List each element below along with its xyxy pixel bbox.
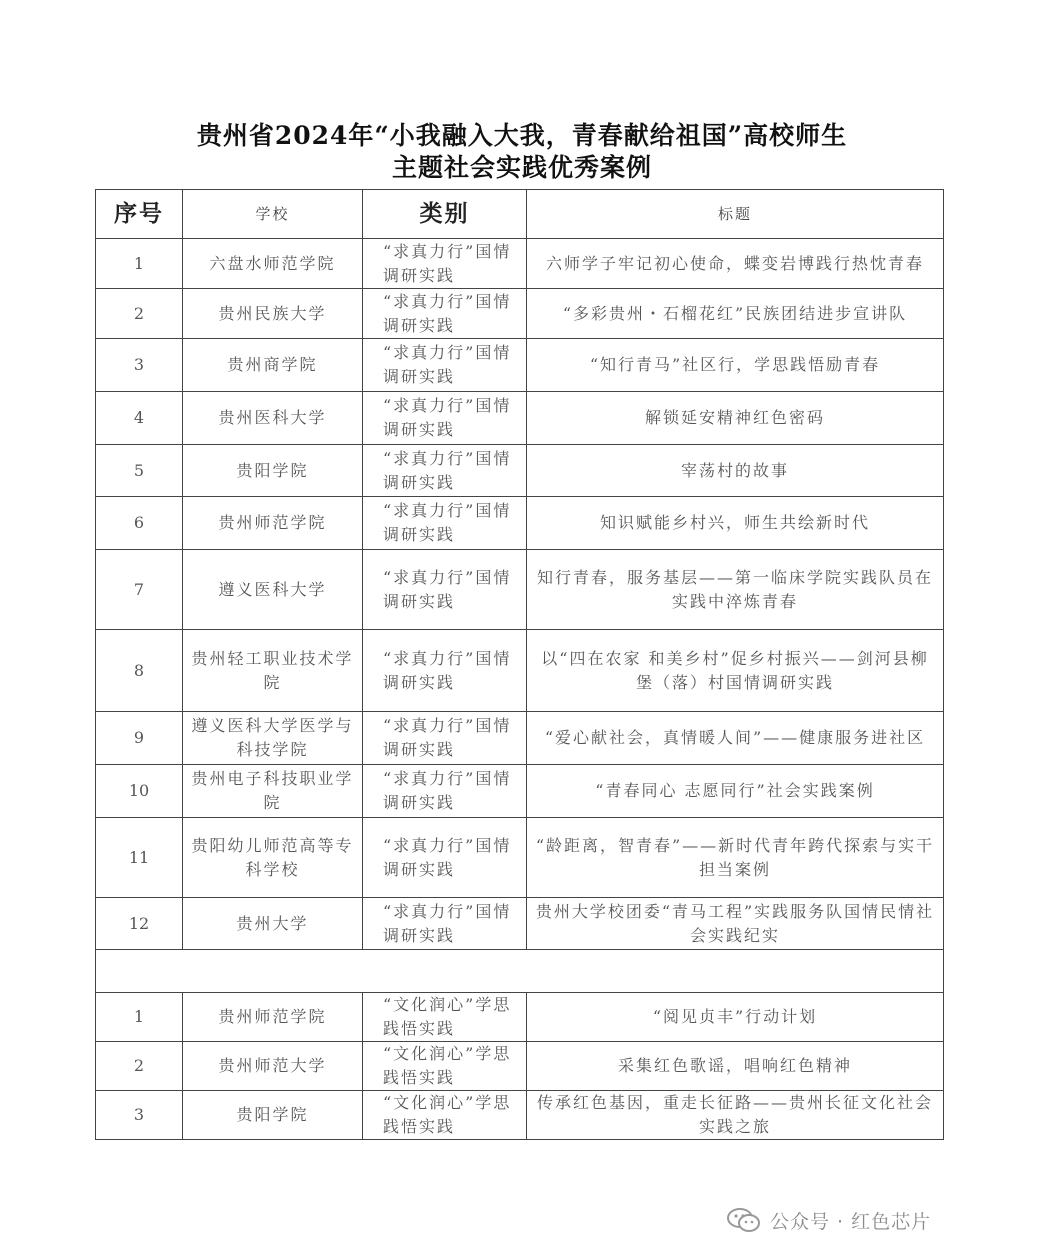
table-row: [96, 550, 944, 630]
document-title-line2: 主题社会实践优秀案例: [391, 153, 652, 182]
cell-category: “求真力行”国情调研实践: [363, 497, 527, 550]
cell-title: “多彩贵州・石榴花红”民族团结进步宣讲队: [527, 289, 944, 339]
cell-index: 7: [96, 550, 183, 630]
cell-index: 3: [96, 1091, 183, 1140]
cell-title: 解锁延安精神红色密码: [527, 392, 944, 445]
table-row: [96, 818, 944, 898]
table-row: [96, 497, 944, 550]
cell-category: “求真力行”国情调研实践: [363, 445, 527, 497]
cell-index: 8: [96, 630, 183, 712]
cell-school: 贵州师范学院: [183, 993, 363, 1042]
cell-title: 以“四在农家 和美乡村”促乡村振兴——剑河县柳堡（落）村国情调研实践: [527, 630, 944, 712]
header-category: 类别: [363, 190, 527, 239]
cell-title: “爱心献社会，真情暖人间”——健康服务进社区: [527, 712, 944, 765]
cell-title: “龄距离，智青春”——新时代青年跨代探索与实干担当案例: [527, 818, 944, 898]
header-title: 标题: [527, 190, 944, 239]
cell-title: 六师学子牢记初心使命，蝶变岩博践行热忱青春: [527, 239, 944, 289]
cell-category: “文化润心”学思践悟实践: [363, 1042, 527, 1091]
cell-school: 贵州轻工职业技术学院: [183, 630, 363, 712]
cell-title: 传承红色基因，重走长征路——贵州长征文化社会实践之旅: [527, 1091, 944, 1140]
cell-category: “求真力行”国情调研实践: [363, 630, 527, 712]
table-row: [96, 993, 944, 1042]
watermark: [726, 1206, 931, 1234]
cell-category: “求真力行”国情调研实践: [363, 550, 527, 630]
cell-title: 采集红色歌谣，唱响红色精神: [527, 1042, 944, 1091]
cell-title: “阅见贞丰”行动计划: [527, 993, 944, 1042]
cell-index: 1: [96, 239, 183, 289]
cell-school: 贵州师范大学: [183, 1042, 363, 1091]
cell-title: “知行青马”社区行，学思践悟励青春: [527, 339, 944, 392]
table-row: [96, 1042, 944, 1091]
table-row: [96, 765, 944, 818]
table-row: [96, 898, 944, 950]
table-header-row: [96, 190, 944, 239]
table-row: [96, 712, 944, 765]
cell-index: 10: [96, 765, 183, 818]
cell-category: “求真力行”国情调研实践: [363, 712, 527, 765]
cell-category: “求真力行”国情调研实践: [363, 898, 527, 950]
cell-category: “求真力行”国情调研实践: [363, 239, 527, 289]
cell-school: 贵阳幼儿师范高等专科学校: [183, 818, 363, 898]
table-row: [96, 239, 944, 289]
cell-title: 贵州大学校团委“青马工程”实践服务队国情民情社会实践纪实: [527, 898, 944, 950]
cell-school: 六盘水师范学院: [183, 239, 363, 289]
wechat-icon: [726, 1207, 762, 1233]
cell-school: 贵州医科大学: [183, 392, 363, 445]
cell-category: “文化润心”学思践悟实践: [363, 1091, 527, 1140]
cell-school: 贵州电子科技职业学院: [183, 765, 363, 818]
table-row: [96, 445, 944, 497]
document-title-line1: 贵州省2024年“小我融入大我，青春献给祖国”高校师生: [196, 121, 848, 150]
cell-index: 2: [96, 289, 183, 339]
table-row: [96, 392, 944, 445]
cell-category: “文化润心”学思践悟实践: [363, 993, 527, 1042]
cell-title: 宰荡村的故事: [527, 445, 944, 497]
table-row: [96, 630, 944, 712]
cell-title: 知行青春，服务基层——第一临床学院实践队员在实践中淬炼青春: [527, 550, 944, 630]
table-row: [96, 289, 944, 339]
cell-category: “求真力行”国情调研实践: [363, 392, 527, 445]
table-row: [96, 1091, 944, 1140]
table-row: [96, 339, 944, 392]
cases-table: [95, 189, 944, 1140]
header-school: 学校: [183, 190, 363, 239]
cell-index: 1: [96, 993, 183, 1042]
cell-school: 遵义医科大学: [183, 550, 363, 630]
cell-school: 贵州民族大学: [183, 289, 363, 339]
cell-school: 贵州商学院: [183, 339, 363, 392]
cell-school: 贵阳学院: [183, 445, 363, 497]
cell-school: 贵州师范学院: [183, 497, 363, 550]
cell-index: 2: [96, 1042, 183, 1091]
cell-index: 4: [96, 392, 183, 445]
separator-cell: [96, 950, 944, 993]
cell-title: 知识赋能乡村兴，师生共绘新时代: [527, 497, 944, 550]
watermark-text: 公众号 · 红色芯片: [770, 1210, 932, 1233]
cell-index: 6: [96, 497, 183, 550]
cell-category: “求真力行”国情调研实践: [363, 289, 527, 339]
cell-category: “求真力行”国情调研实践: [363, 818, 527, 898]
cell-category: “求真力行”国情调研实践: [363, 339, 527, 392]
cell-school: 贵州大学: [183, 898, 363, 950]
cell-index: 3: [96, 339, 183, 392]
cell-title: “青春同心 志愿同行”社会实践案例: [527, 765, 944, 818]
cell-index: 12: [96, 898, 183, 950]
header-index: 序号: [96, 190, 183, 239]
cell-index: 5: [96, 445, 183, 497]
cell-category: “求真力行”国情调研实践: [363, 765, 527, 818]
cell-index: 11: [96, 818, 183, 898]
cell-school: 遵义医科大学医学与科技学院: [183, 712, 363, 765]
cell-index: 9: [96, 712, 183, 765]
cell-school: 贵阳学院: [183, 1091, 363, 1140]
section-separator-row: [96, 950, 944, 993]
